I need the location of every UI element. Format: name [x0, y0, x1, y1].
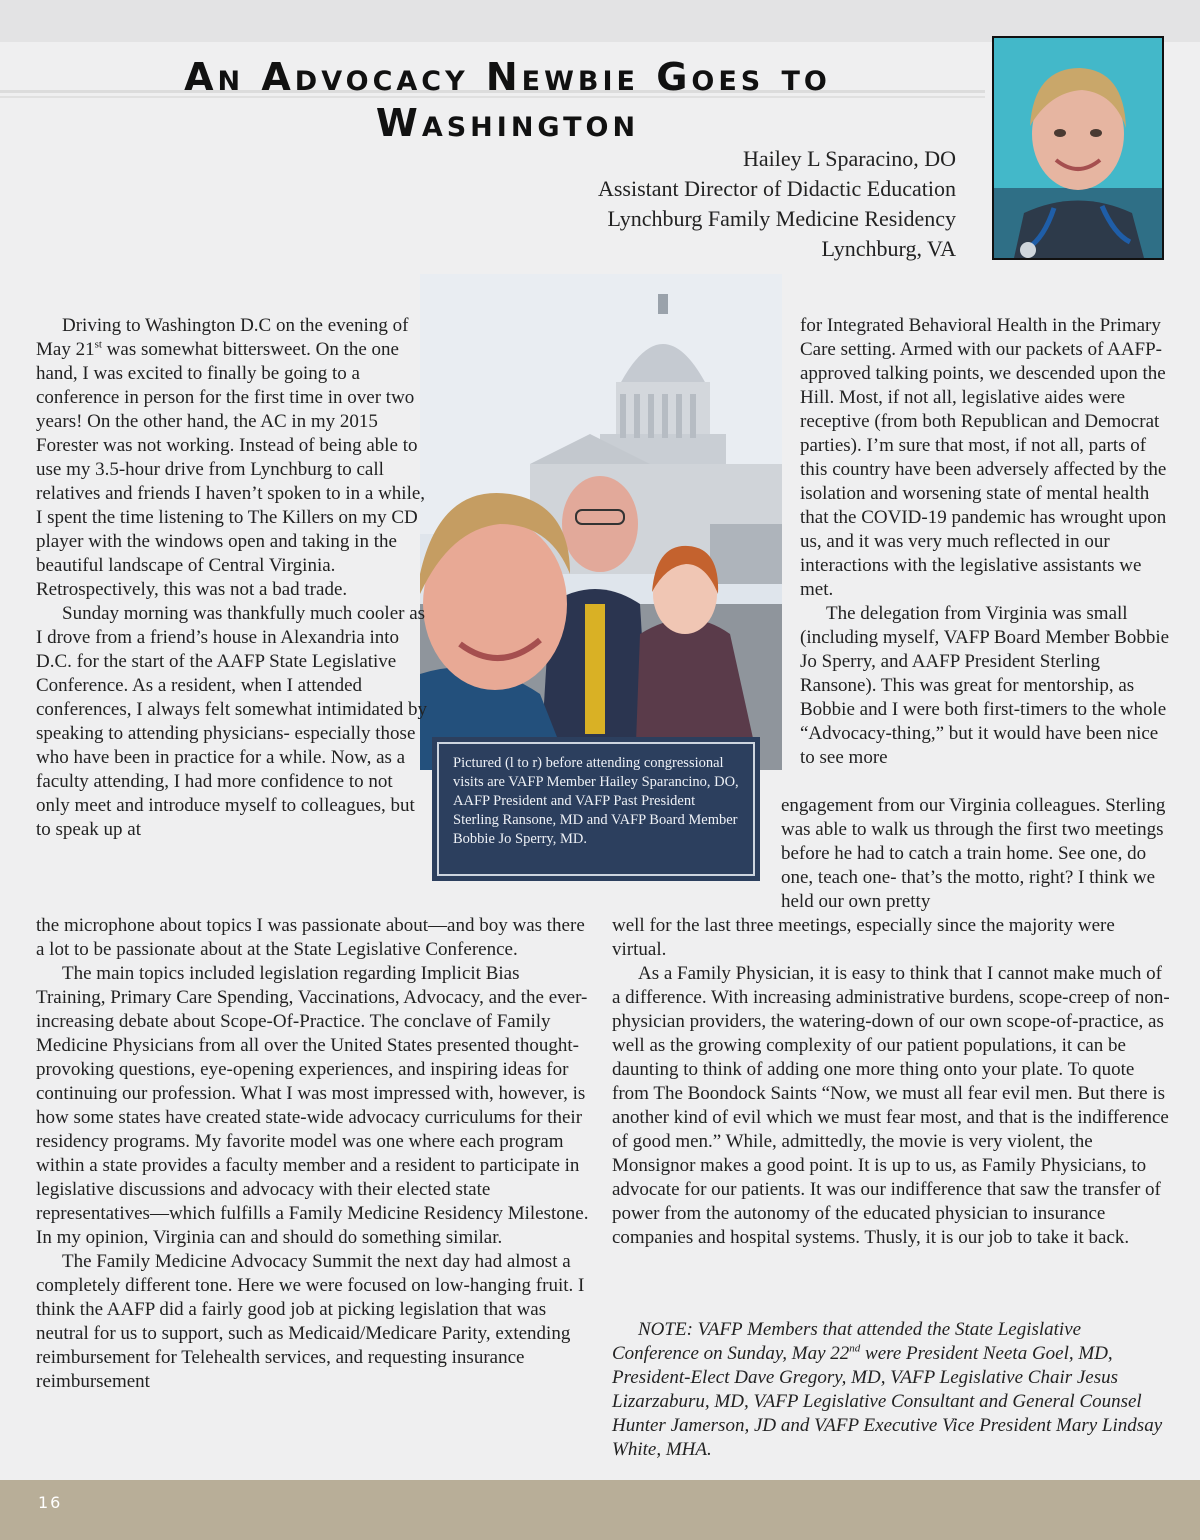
author-role: Assistant Director of Didactic Education — [597, 176, 956, 201]
paragraph-text: Driving to Washington D.C on the evening of May 21 — [36, 315, 409, 360]
paragraph: Sunday morning was thankfully much cooler as I drove from a friend’s house in Alexandria into D.C. for the start of the AAFP State Legislative Conference. As a resident, when I attended conferences, I always felt somewhat intimidated by speaking to attending physicians- especially those who have been in practice for a while. Now, as a faculty attending, I had more confidence to not only meet and introduce myself to colleagues, but to speak up at — [36, 603, 427, 840]
paragraph: well for the last three meetings, especially since the majority were virtual. — [612, 915, 1115, 960]
paragraph: The main topics included legislation regarding Implicit Bias Training, Primary Care Spending, Vaccinations, Advocacy, and the ever-increasing debate about Scope-Of-Practice. The conclave of Family Medicine Physicians from all over the United States presented thought-provoking questions, eye-opening experiences, and inspiring ideas for continuing our profession. What I was most impressed with, however, is how some states have created state-wide advocacy curriculums for their residency programs. My favorite model was one where each program within a state provides a faculty member and a resident to participate in legislative discussions and advocacy with their elected state representatives—which fulfills a Family Medicine Residency Milestone. In my opinion, Virginia can and should do something similar. — [36, 963, 589, 1248]
column-left-top — [36, 314, 431, 842]
paragraph: The Family Medicine Advocacy Summit the next day had almost a completely different tone. Here we were focused on low-hanging fruit. I think the AAFP did a fairly good job at picking legislation that was neutral for us to support, such as Medicaid/Medicare Parity, extending reimbursement for Telehealth services, and requesting insurance reimbursement — [36, 1251, 585, 1392]
column-right-middle — [781, 794, 1176, 914]
note-text: NOTE: VAFP Members that attended the State Legislative Conference on Sunday, May 22 — [612, 1319, 1082, 1364]
paragraph: the microphone about topics I was passionate about—and boy was there a lot to be passionate about at the State Legislative Conference. — [36, 915, 585, 960]
author-location: Lynchburg, VA — [821, 236, 956, 261]
author-byline — [598, 144, 956, 264]
paragraph-text: was somewhat bittersweet. On the one hand, I was excited to finally be going to a conference in person for the first time in over two years! On the other hand, the AC in my 2015 Forester was not working. Instead of being able to use my 3.5-hour drive from Lynchburg to call relatives and friends I haven’t spoken to in a while, I spent the time listening to The Killers on my CD player with the windows open and taking in the beautiful landscape of Central Virginia. Retrospectively, this was not a bad trade. — [36, 339, 426, 600]
column-right-top — [800, 314, 1175, 770]
author-headshot — [992, 36, 1164, 260]
page-number: 16 — [38, 1493, 63, 1512]
photo-caption — [432, 737, 760, 881]
headshot-illustration — [994, 38, 1162, 258]
photo-caption-text: Pictured (l to r) before attending congressional visits are VAFP Member Hailey Sparancino, DO, AAFP President and VAFP Past President Sterling Ransone, MD and VAFP Board Member Bobbie Jo Sperry, MD. — [437, 742, 755, 876]
paragraph — [36, 314, 431, 602]
column-right-bottom — [612, 914, 1172, 1250]
paragraph: As a Family Physician, it is easy to think that I cannot make much of a difference. With increasing administrative burdens, scope-creep of non-physician providers, the watering-down of our own scope-of-practice, as well as the growing complexity of our patient populations, it can be daunting to think of adding one more thing onto your plate. To quote from The Boondock Saints “Now, we must all fear evil men. But there is another kind of evil which we must fear most, and that is the indifference of good men.” While, admittedly, the movie is very violent, the Monsignor makes a good point. It is up to us, as Family Physicians, to advocate for our patients. It was our indifference that saw the transfer of power from the autonomy of the educated physician to insurance companies and hospital systems. Thusly, it is our job to take it back. — [612, 963, 1170, 1248]
article-title: An Advocacy Newbie Goes to Washington — [184, 55, 831, 145]
note-text: were President Neeta Goel, MD, President-Elect Dave Gregory, MD, VAFP Legislative Chair Jesus Lizarzaburu, MD, VAFP Legislative Consultant and General Counsel Hunter Jamerson, JD and VAFP Executive Vice President Mary Lindsay White, MHA. — [612, 1343, 1163, 1460]
paragraph: engagement from our Virginia colleagues. Sterling was able to walk us through the first two meetings before he had to catch a train home. See one, do one, teach one- that’s the motto, right? I think we held our own pretty — [781, 795, 1166, 912]
capitol-group-photo — [420, 274, 782, 770]
author-organization: Lynchburg Family Medicine Residency — [607, 206, 956, 231]
paragraph: for Integrated Behavioral Health in the Primary Care setting. Armed with our packets of AAFP-approved talking points, we descended upon the Hill. Most, if not all, legislative aides were receptive (from both Republican and Democrat parties). I’m sure that most, if not all, parts of this country have been adversely affected by the isolation and worsening state of mental health that the COVID-19 pandemic has wrought upon us, and it was very much reflected in our interactions with the legislative assistants we met. — [800, 315, 1167, 600]
column-left-bottom — [36, 914, 591, 1394]
page-footer — [0, 1480, 1200, 1540]
paragraph — [612, 1318, 1172, 1462]
author-name: Hailey L Sparacino, DO — [742, 146, 956, 171]
superscript: st — [94, 338, 102, 351]
photo-illustration — [420, 274, 782, 770]
attendee-note — [612, 1318, 1172, 1462]
superscript: nd — [849, 1342, 861, 1355]
paragraph: The delegation from Virginia was small (including myself, VAFP Board Member Bobbie Jo Sperry, and AAFP President Sterling Ransone). This was great for mentorship, as Bobbie and I were both first-timers to the whole “Advocacy-thing,” but it would have been nice to see more — [800, 603, 1170, 768]
